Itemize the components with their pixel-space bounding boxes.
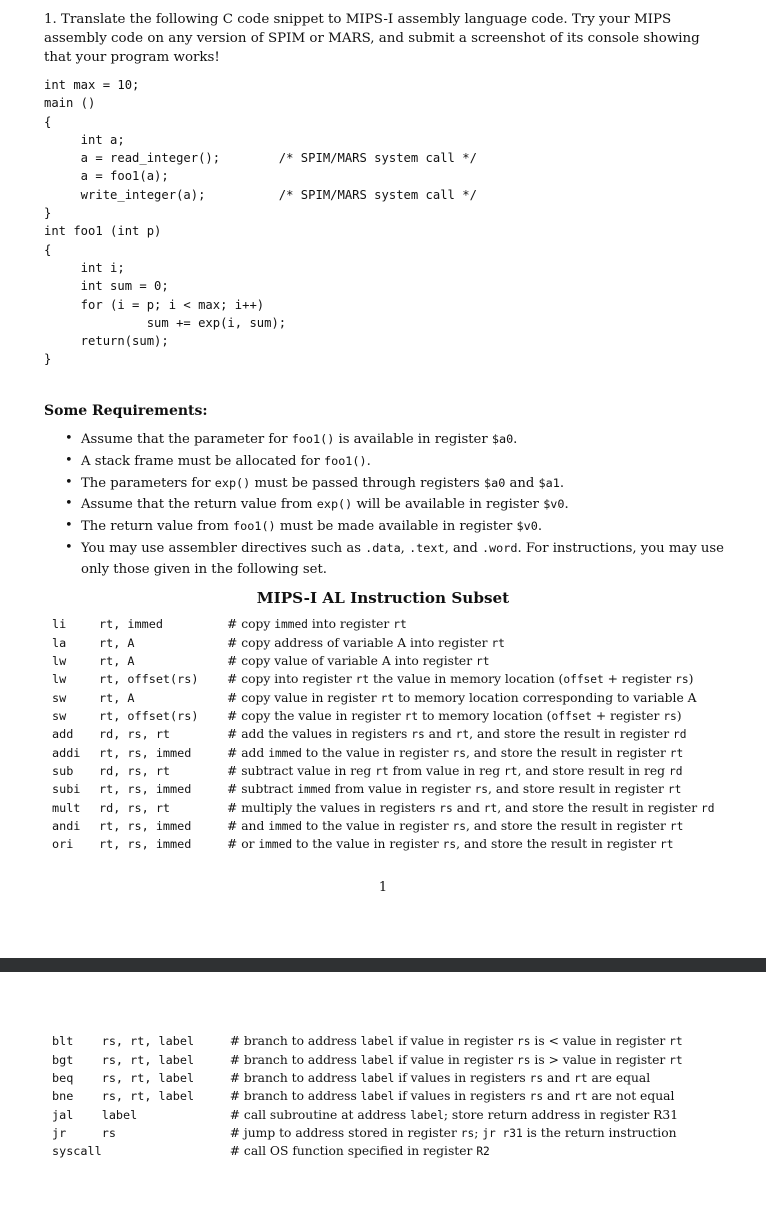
text-segment: # call subroutine at address — [229, 1107, 411, 1122]
instruction-operands: rd, rs, rt — [99, 727, 171, 742]
inline-code: rt — [491, 636, 505, 650]
text-segment: + register — [603, 672, 676, 687]
text-segment: , and store result in reg — [517, 763, 669, 778]
text-segment: is < value in register — [530, 1034, 670, 1049]
inline-code: rt — [504, 764, 518, 778]
inline-code: immed — [268, 746, 302, 760]
inline-code: .data — [365, 540, 401, 555]
text-segment: if value in register — [394, 1052, 518, 1067]
instruction-comment — [227, 798, 715, 816]
inline-code: label — [360, 1035, 395, 1049]
instruction-comment — [227, 743, 715, 761]
instruction-opcode: addi — [52, 745, 81, 760]
text-segment: ) — [676, 708, 682, 723]
instruction-operands: rd, rs, rt — [99, 763, 171, 778]
code-line: int i; — [44, 260, 125, 275]
inline-code: foo1() — [291, 432, 335, 446]
instruction-comment — [227, 688, 715, 706]
inline-code: rs — [675, 673, 689, 687]
instruction-operands: rt, rs, immed — [99, 782, 192, 797]
text-segment: # copy value of variable A into register — [227, 653, 476, 668]
inline-code: rt — [669, 1053, 683, 1067]
inline-code: offset — [563, 673, 604, 687]
inline-code: rt — [404, 709, 419, 723]
text-segment: # add — [227, 745, 269, 760]
inline-code: $a0 — [484, 475, 506, 490]
instruction-comment — [227, 652, 715, 670]
code-line: for (i = p; i < max; i++) — [44, 297, 265, 312]
text-segment: # and — [227, 818, 269, 833]
inline-code: foo1() — [324, 453, 367, 468]
instruction-operands: rt, rs, immed — [99, 837, 192, 852]
text-segment: # copy into register — [227, 672, 356, 687]
text-segment: are equal — [587, 1070, 651, 1085]
text-segment: # copy address of variable A into register — [227, 635, 492, 650]
instruction-comment — [230, 1069, 683, 1087]
inline-code: label — [360, 1090, 395, 1104]
instruction-operands: rt, offset(rs) — [99, 672, 199, 687]
text-segment: , and store the result in register — [469, 727, 673, 742]
instruction-row — [52, 835, 715, 853]
text-segment: into register — [307, 617, 394, 632]
inline-code: offset — [551, 709, 592, 723]
text-segment: . — [559, 475, 565, 491]
code-line: sum += exp(i, sum); — [44, 315, 287, 330]
text-segment: . For instructions, you may use only those given in the following set. — [81, 540, 724, 577]
instruction-operands: rs, rt, label — [101, 1052, 195, 1067]
inline-code: rs — [529, 1090, 544, 1104]
inline-code: foo1() — [233, 519, 276, 534]
text-segment: . — [537, 519, 543, 535]
instruction-row — [52, 817, 715, 835]
instruction-opcode: sw — [52, 690, 67, 705]
requirement-item — [62, 538, 727, 581]
instruction-subset-title: MIPS-I AL Instruction Subset — [256, 589, 510, 607]
inline-code: $a0 — [491, 432, 514, 446]
instruction-opcode: sub — [52, 763, 74, 778]
inline-code: label — [360, 1053, 395, 1067]
text-segment: # branch to address — [229, 1089, 361, 1104]
requirement-item — [62, 473, 727, 495]
text-segment: A stack frame must be allocated for — [81, 453, 324, 469]
inline-code: rt — [667, 783, 682, 797]
inline-code: exp() — [316, 497, 353, 512]
instruction-operands: rt, immed — [99, 617, 163, 632]
text-segment: , and store result in register — [488, 782, 668, 797]
instruction-row — [52, 1124, 683, 1142]
inline-code: $v0 — [543, 497, 565, 512]
instruction-opcode: jr — [52, 1125, 67, 1140]
instruction-opcode: li — [52, 617, 67, 632]
text-segment: # add the values in registers — [227, 727, 412, 742]
inline-code: rt — [659, 838, 674, 852]
inline-code: rt — [476, 654, 490, 668]
text-segment: # multiply the values in registers — [227, 800, 440, 815]
text-segment: to the value in register — [301, 818, 453, 833]
text-segment: + register — [591, 708, 664, 723]
instruction-comment — [230, 1032, 683, 1050]
instruction-comment — [227, 615, 715, 633]
instruction-row — [52, 615, 715, 633]
inline-code: rt — [669, 746, 684, 760]
text-segment: and — [424, 727, 456, 742]
text-segment: if values in registers — [394, 1089, 530, 1104]
text-segment: # branch to address — [229, 1052, 361, 1067]
instruction-row — [52, 707, 715, 725]
text-segment: if values in registers — [394, 1070, 530, 1085]
inline-code: immed — [297, 783, 331, 797]
instruction-row — [52, 670, 715, 688]
inline-code: rt — [574, 1071, 588, 1085]
requirement-item — [62, 494, 727, 516]
c-code-snippet — [44, 76, 477, 369]
instruction-row — [52, 633, 715, 651]
text-segment: to memory location ( — [418, 708, 552, 723]
instruction-comment — [227, 762, 715, 780]
requirement-item — [62, 516, 727, 538]
instruction-comment — [230, 1050, 683, 1068]
inline-code: rt — [455, 728, 470, 742]
instruction-operands: rt, A — [99, 690, 135, 705]
text-segment: to memory location corresponding to variable A — [394, 690, 697, 705]
code-line: return(sum); — [44, 334, 169, 349]
inline-code: immed — [268, 819, 302, 833]
text-segment: if value in register — [394, 1034, 518, 1049]
text-segment: must be passed through registers — [250, 475, 484, 491]
text-segment: . — [366, 453, 371, 469]
text-segment: ) — [688, 672, 694, 687]
instruction-comment — [227, 817, 715, 835]
code-line: a = read_integer(); /* SPIM/MARS system call */ — [44, 151, 477, 166]
inline-code: rs — [452, 819, 466, 833]
instruction-table-part1 — [52, 615, 715, 853]
text-segment: is available in register — [334, 432, 492, 447]
code-line: a = foo1(a); — [44, 169, 169, 184]
code-line: main () — [44, 96, 96, 111]
instruction-opcode: la — [52, 635, 67, 650]
inline-code: rd — [668, 764, 683, 778]
inline-code: rt — [393, 618, 407, 632]
code-line: int a; — [44, 132, 125, 147]
text-segment: # copy the value in register — [227, 708, 405, 723]
code-line: } — [44, 206, 52, 221]
inline-code: rt — [669, 1035, 683, 1049]
instruction-comment — [227, 780, 715, 798]
instruction-opcode: subi — [52, 782, 81, 797]
instruction-opcode: mult — [52, 800, 81, 815]
code-line: int foo1 (int p) — [44, 224, 162, 239]
text-segment: # branch to address — [229, 1070, 361, 1085]
instruction-comment — [230, 1142, 683, 1160]
instruction-comment — [227, 725, 715, 743]
text-segment: , — [400, 540, 410, 556]
text-segment: # subtract — [227, 782, 298, 797]
inline-code: rs — [439, 801, 453, 815]
text-segment: must be made available in register — [275, 519, 517, 535]
instruction-row — [52, 725, 715, 743]
inline-code: .text — [409, 540, 445, 555]
question-number: 1. — [44, 12, 57, 27]
requirements-list — [62, 429, 727, 581]
instruction-comment — [227, 633, 715, 651]
instruction-operands: label — [101, 1107, 138, 1122]
text-segment: ; store return address in register R31 — [443, 1107, 679, 1122]
inline-code: label — [410, 1108, 444, 1122]
instruction-comment — [230, 1105, 683, 1123]
instruction-operands: rs, rt, label — [101, 1089, 195, 1104]
text-segment: # call OS function specified in register — [229, 1144, 477, 1159]
instruction-row — [52, 652, 715, 670]
instruction-opcode: add — [52, 727, 74, 742]
question-text — [44, 10, 729, 67]
instruction-row — [52, 1050, 683, 1068]
question-body: Translate the following C code snippet to MIPS-I assembly language code. Try your MIPS assembly code on any version of SPIM or MARS, and submit a screenshot of its console showing that your program works! — [44, 12, 700, 65]
text-segment: will be available in register — [352, 497, 544, 513]
requirement-item — [62, 451, 727, 473]
inline-code: rd — [701, 801, 715, 815]
inline-code: rt — [574, 1090, 588, 1104]
instruction-row — [52, 1087, 683, 1105]
text-segment: is > value in register — [530, 1052, 670, 1067]
instruction-table-part2 — [52, 1032, 683, 1160]
inline-code: rs — [474, 783, 489, 797]
text-segment: . — [513, 432, 518, 447]
inline-code: R2 — [476, 1145, 490, 1159]
text-segment: and — [543, 1089, 575, 1104]
text-segment: You may use assembler directives such as — [81, 540, 366, 556]
text-segment: # jump to address stored in register — [229, 1125, 461, 1140]
text-segment: The parameters for — [81, 475, 215, 491]
inline-code: rs — [442, 838, 457, 852]
instruction-opcode: lw — [52, 672, 67, 687]
text-segment: to the value in register — [301, 745, 453, 760]
inline-code: rs — [529, 1071, 544, 1085]
inline-code: rs — [517, 1035, 531, 1049]
text-segment: to the value in register — [292, 837, 443, 852]
text-segment: ; — [474, 1125, 483, 1140]
instruction-row — [52, 798, 715, 816]
instruction-opcode: sw — [52, 708, 67, 723]
requirement-item — [62, 429, 727, 451]
text-segment: from value in reg — [388, 763, 505, 778]
text-segment: Assume that the return value from — [81, 497, 317, 513]
instruction-operands — [102, 1142, 230, 1160]
instruction-row — [52, 1032, 683, 1050]
instruction-comment — [227, 835, 715, 853]
inline-code: rt — [380, 691, 395, 705]
inline-code: rt — [669, 819, 684, 833]
text-segment: # branch to address — [229, 1034, 361, 1049]
code-line: write_integer(a); /* SPIM/MARS system call */ — [44, 187, 477, 202]
text-segment: # copy value in register — [227, 690, 381, 705]
requirements-heading: Some Requirements: — [44, 403, 208, 419]
inline-code: rs — [411, 728, 425, 742]
instruction-opcode: beq — [52, 1070, 74, 1085]
inline-code: jr r31 — [482, 1126, 523, 1140]
inline-code: label — [360, 1071, 395, 1085]
page-number: 1 — [378, 880, 388, 895]
text-segment: from value in register — [330, 782, 475, 797]
instruction-comment — [230, 1087, 683, 1105]
instruction-comment — [227, 707, 715, 725]
text-segment: # copy — [227, 617, 275, 632]
instruction-row — [52, 1105, 683, 1123]
inline-code: rd — [672, 728, 687, 742]
instruction-row — [52, 1069, 683, 1087]
text-segment: . — [564, 497, 569, 513]
instruction-operands: rs, rt, label — [101, 1070, 195, 1085]
text-segment: the value in memory location ( — [369, 672, 564, 687]
inline-code: rs — [452, 746, 466, 760]
code-line: int sum = 0; — [44, 279, 169, 294]
text-segment: and — [505, 475, 539, 491]
inline-code: rt — [483, 801, 498, 815]
inline-code: $v0 — [516, 519, 538, 534]
instruction-operands: rs, rt, label — [101, 1034, 195, 1049]
instruction-opcode: ori — [52, 837, 74, 852]
text-segment: are not equal — [587, 1089, 675, 1104]
instruction-operands: rt, A — [99, 653, 135, 668]
instruction-operands: rt, rs, immed — [99, 745, 192, 760]
instruction-operands: rt, A — [99, 635, 135, 650]
code-line: { — [44, 242, 52, 257]
instruction-row — [52, 1142, 683, 1160]
page-separator — [0, 958, 766, 972]
instruction-opcode: blt — [52, 1034, 74, 1049]
text-segment: and — [452, 800, 484, 815]
inline-code: rs — [460, 1126, 475, 1140]
text-segment: Assume that the parameter for — [81, 432, 292, 447]
instruction-opcode: andi — [52, 818, 81, 833]
document-page-2 — [0, 972, 766, 1210]
instruction-opcode: jal — [52, 1107, 74, 1122]
code-line: } — [44, 352, 52, 367]
inline-code: rs — [663, 709, 677, 723]
inline-code: rt — [355, 673, 370, 687]
instruction-row — [52, 762, 715, 780]
instruction-comment — [227, 670, 715, 688]
instruction-opcode: syscall — [52, 1144, 102, 1159]
instruction-operands: rt, offset(rs) — [99, 708, 199, 723]
text-segment: # or — [227, 837, 259, 852]
inline-code: $a1 — [538, 475, 560, 490]
instruction-opcode: bne — [52, 1089, 74, 1104]
inline-code: immed — [258, 838, 293, 852]
inline-code: rt — [375, 764, 389, 778]
instruction-row — [52, 780, 715, 798]
text-segment: , and store the result in register — [465, 745, 670, 760]
text-segment: , and store the result in register — [497, 800, 702, 815]
text-segment: , and store the result in register — [456, 837, 660, 852]
instruction-operands: rs — [101, 1125, 116, 1140]
instruction-operands: rt, rs, immed — [99, 818, 192, 833]
instruction-opcode: bgt — [52, 1052, 74, 1067]
instruction-comment — [230, 1124, 683, 1142]
text-segment: # subtract value in reg — [227, 763, 376, 778]
text-segment: and — [543, 1070, 575, 1085]
inline-code: .word — [481, 540, 518, 555]
text-segment: The return value from — [81, 519, 234, 535]
code-line: { — [44, 114, 52, 129]
instruction-row — [52, 688, 715, 706]
code-line: int max = 10; — [44, 78, 140, 92]
text-segment: , and store the result in register — [466, 818, 670, 833]
instruction-opcode: lw — [52, 653, 67, 668]
inline-code: immed — [274, 618, 308, 632]
inline-code: exp() — [214, 475, 251, 490]
text-segment: , and — [444, 540, 482, 556]
text-segment: is the return instruction — [522, 1125, 677, 1140]
instruction-row — [52, 743, 715, 761]
instruction-operands: rd, rs, rt — [99, 800, 171, 815]
inline-code: rs — [517, 1053, 531, 1067]
